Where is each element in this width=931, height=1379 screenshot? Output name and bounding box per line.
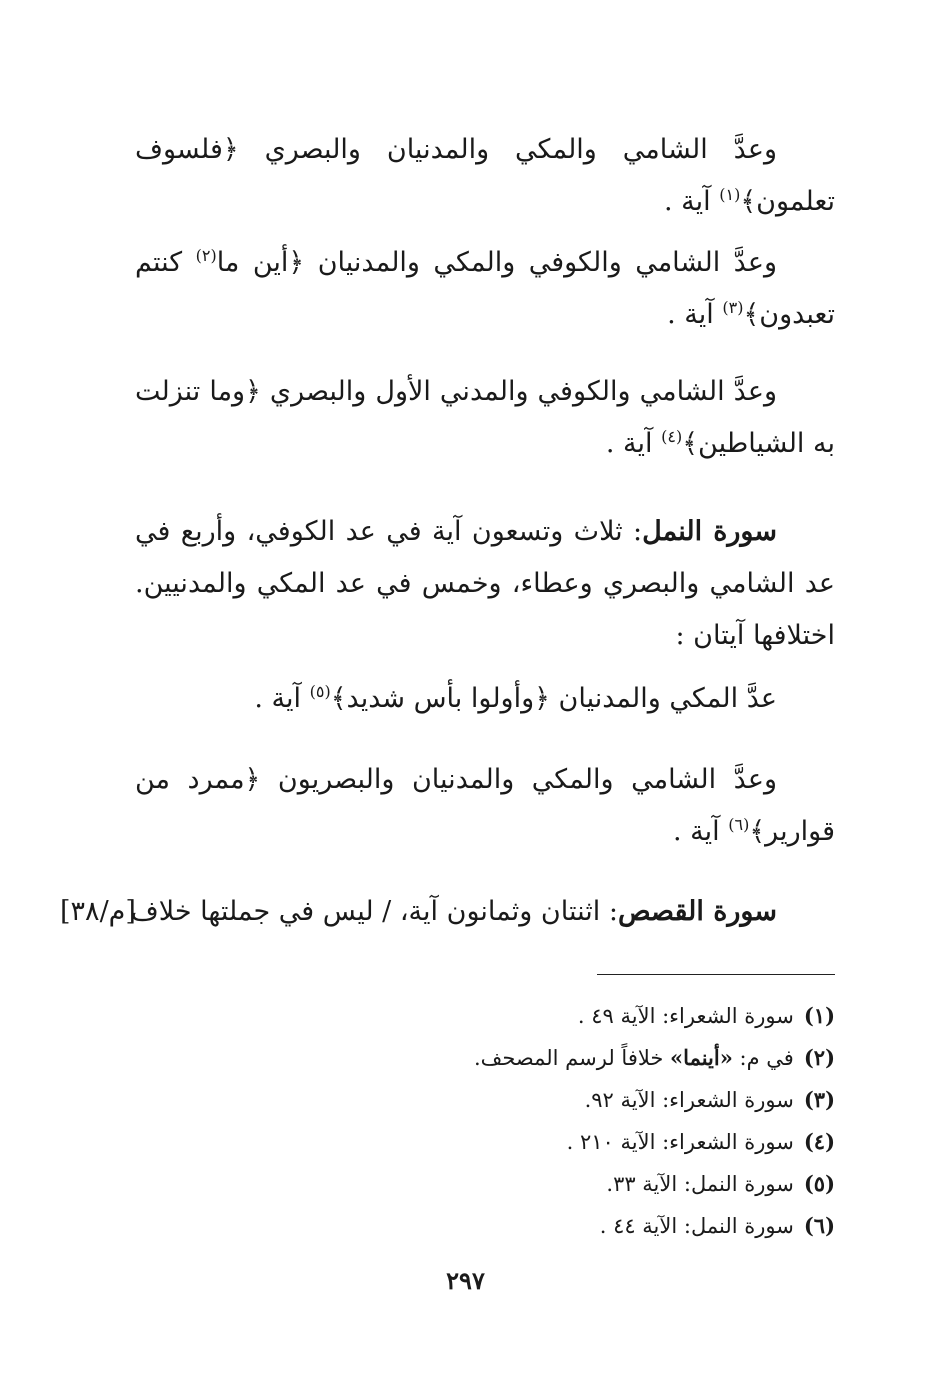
- footnote-number: (٤): [803, 1129, 835, 1154]
- footnote-number: (٥): [803, 1171, 835, 1196]
- surah-qasas-text: : اثنتان وثمانون آية، / ليس في جملتها خلاف: [130, 896, 618, 927]
- paragraph-5-text: عدَّ المكي والمدنيان ﴿وأولوا بأس شديد﴾: [330, 683, 777, 714]
- footnote-4: [135, 1121, 835, 1163]
- paragraph-1-text: وعدَّ الشامي والمكي والمدنيان والبصري ﴿فلسوف تعلمون﴾: [135, 134, 835, 217]
- footnote-number: (٢): [803, 1045, 835, 1070]
- footnote-ref-2[interactable]: (٢): [195, 246, 217, 265]
- footnote-number: (٦): [803, 1213, 835, 1238]
- footnote-text: خلافاً لرسم المصحف.: [473, 1046, 671, 1070]
- footnotes: [135, 995, 835, 1247]
- footnote-separator: [597, 974, 835, 975]
- footnote-ref-5[interactable]: (٥): [309, 682, 331, 701]
- paragraph-6: [135, 754, 835, 858]
- paragraph-surah-qasas: [60, 886, 835, 938]
- footnote-ref-4[interactable]: (٤): [661, 427, 683, 446]
- manuscript-page-marker: [م/٣٨]: [60, 896, 136, 927]
- footnote-text: سورة الشعراء: الآية ٤٩ .: [577, 1004, 794, 1028]
- paragraph-2-text: وعدَّ الشامي والكوفي والمكي والمدنيان ﴿أين ما: [216, 247, 778, 278]
- footnote-number: (١): [803, 1003, 835, 1028]
- footnote-ref-3[interactable]: (٣): [722, 298, 744, 317]
- footnote-ref-1[interactable]: (١): [719, 185, 741, 204]
- paragraph-6-tail: آية .: [673, 816, 729, 847]
- surah-naml-text: : ثلاث وتسعون آية في عد الكوفي، وأربع في عد الشامي والبصري وعطاء، وخمس في عد المكي والمدنيين. اختلافها آيتان :: [135, 516, 835, 651]
- footnote-6: [135, 1205, 835, 1247]
- page-number: ٢٩٧: [446, 1266, 485, 1295]
- footnote-5: [135, 1163, 835, 1205]
- paragraph-5-tail: آية .: [254, 683, 310, 714]
- paragraph-1-tail: آية .: [663, 186, 720, 217]
- paragraph-2-text-2: كنتم تعبدون﴾: [135, 247, 835, 330]
- footnote-text: سورة النمل: الآية ٣٣.: [606, 1172, 794, 1196]
- footnote-text: سورة النمل: الآية ٤٤ .: [599, 1214, 794, 1238]
- footnote-3: [135, 1079, 835, 1121]
- paragraph-surah-naml: [135, 506, 835, 662]
- paragraph-2: [135, 237, 835, 341]
- footnote-text: سورة الشعراء: الآية ٩٢.: [584, 1088, 794, 1112]
- paragraph-3-text: وعدَّ الشامي والكوفي والمدني الأول والبصري ﴿وما تنزلت به الشياطين﴾: [135, 376, 835, 459]
- footnote-1: [135, 995, 835, 1037]
- footnote-quoted: «أينما»: [670, 1045, 733, 1070]
- paragraph-2-tail: آية .: [667, 299, 723, 330]
- footnote-ref-6[interactable]: (٦): [728, 815, 750, 834]
- footnote-2: [135, 1037, 835, 1079]
- paragraph-3-tail: آية .: [605, 428, 662, 459]
- surah-qasas-heading: سورة القصص: [617, 896, 777, 927]
- paragraph-1: [135, 124, 835, 228]
- footnote-number: (٣): [803, 1087, 835, 1112]
- footnote-text: سورة الشعراء: الآية ٢١٠ .: [566, 1130, 794, 1154]
- paragraph-5: [135, 673, 835, 725]
- paragraph-6-text: وعدَّ الشامي والمكي والمدنيان والبصريون ﴿ممرد من قوارير﴾: [135, 764, 835, 847]
- surah-naml-heading: سورة النمل: [642, 516, 777, 547]
- paragraph-3: [135, 366, 835, 470]
- footnote-pre: في م:: [732, 1046, 794, 1070]
